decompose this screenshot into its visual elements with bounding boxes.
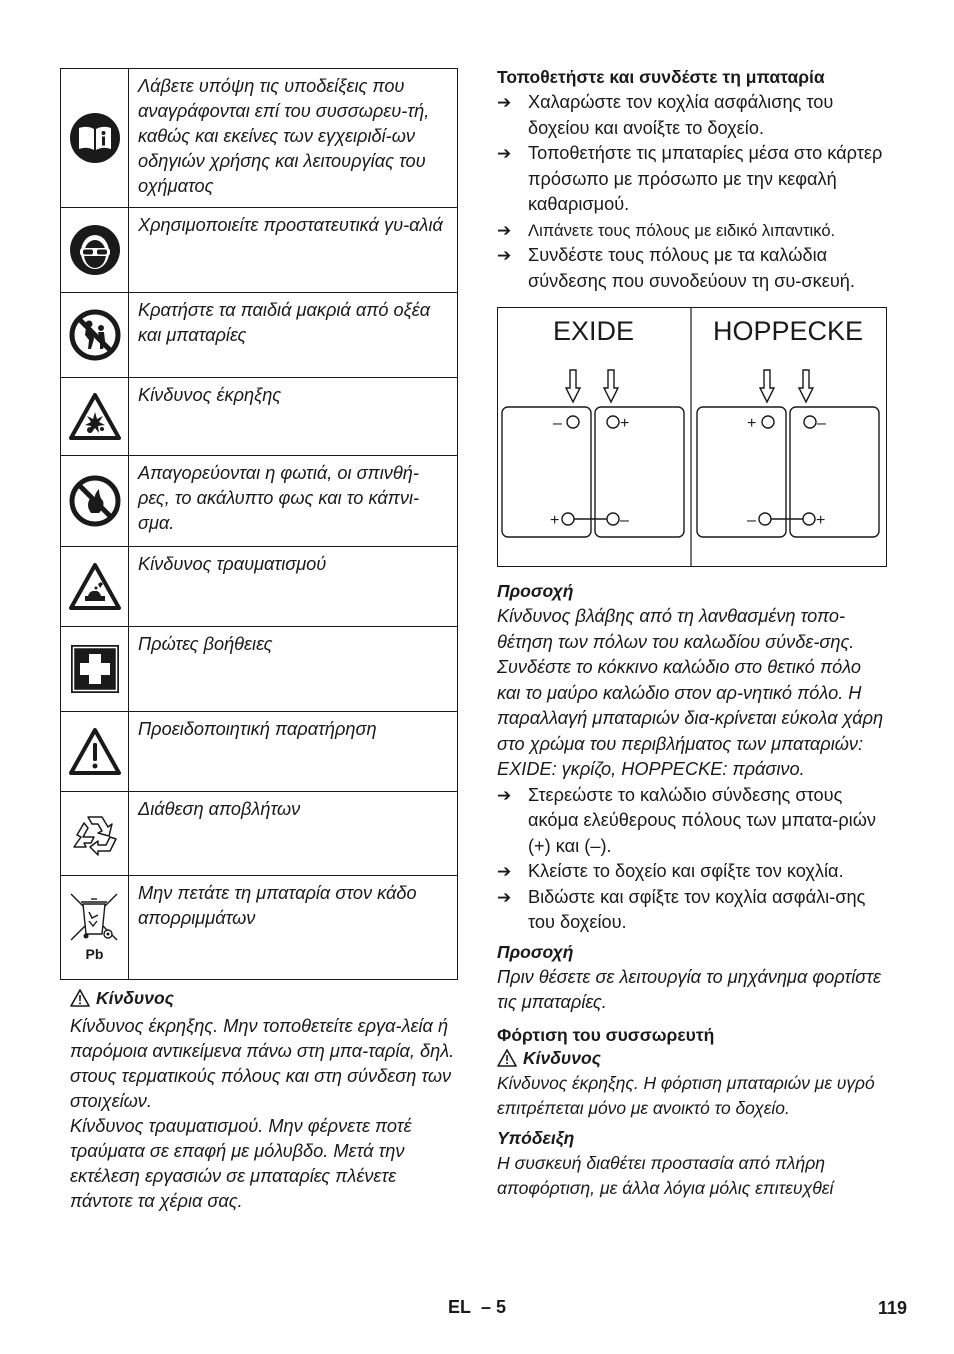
left-column — [60, 68, 458, 1214]
step — [497, 783, 889, 860]
symbol-row — [61, 547, 458, 627]
arrow-icon: ➔ — [497, 862, 512, 881]
arrow-icon: ➔ — [497, 144, 512, 163]
step — [497, 218, 889, 244]
step-text: Συνδέστε τους πόλους με τα καλώδια σύνδεσης που συνοδεύουν τη συ-σκευή. — [528, 245, 855, 291]
step-text: Χαλαρώστε τον κοχλία ασφάλισης του δοχείου και ανοίξτε το δοχείο. — [528, 92, 834, 138]
pole-plus: + — [550, 512, 560, 529]
pole-plus: + — [620, 415, 630, 432]
danger-title: Κίνδυνος — [523, 1047, 601, 1068]
right-column — [497, 66, 889, 1202]
pole-minus: – — [817, 415, 826, 432]
symbol-row — [61, 712, 458, 792]
footer-language: EL — [448, 1297, 472, 1317]
symbol-text: Μην πετάτε τη μπαταρία στον κάδο απορριμμάτων — [129, 876, 458, 980]
symbol-text: Λάβετε υπόψη τις υποδείξεις που αναγράφονται επί του συσσωρευ-τή, καθώς και εκείνες των εγχειριδί-ων οδηγιών χρήσης και λειτουργίας του οχήματος — [129, 69, 458, 208]
symbol-text: Πρώτες βοήθειες — [129, 627, 458, 712]
arrow-icon: ➔ — [497, 785, 512, 805]
symbol-row — [61, 627, 458, 712]
step — [497, 243, 889, 294]
symbol-text: Διάθεση αποβλήτων — [129, 792, 458, 876]
danger-heading — [497, 1046, 889, 1071]
danger-text: Κίνδυνος τραυματισμού. Μην φέρνετε ποτέ τραύματα σε επαφή με μόλυβδο. Μετά την εκτέλεση εργασιών σε μπαταρίες πλένετε πάντοτε τα χέρια σας. — [70, 1116, 412, 1211]
step — [497, 859, 889, 885]
page-number: 119 — [878, 1298, 908, 1318]
symbol-text: Κρατήστε τα παιδιά μακριά από οξέα και μπαταρίες — [129, 293, 458, 378]
step-text: Κλείστε το δοχείο και σφίξτε τον κοχλία. — [528, 861, 844, 881]
note-text: Η συσκευή διαθέτει προστασία από πλήρη αποφόρτιση, με άλλα λόγια μόλις επιτευχθεί — [497, 1152, 834, 1198]
warning-icon — [70, 989, 90, 1007]
step-text: Στερεώστε το καλώδιο σύνδεσης στους ακόμα ελεύθερους πόλους των μπατα-ριών (+) και (–). — [528, 784, 877, 856]
arrow-icon: ➔ — [497, 93, 512, 112]
caution-heading: Προσοχή — [497, 941, 574, 962]
danger-title: Κίνδυνος — [96, 988, 174, 1008]
step-text: Βιδώστε και σφίξτε τον κοχλία ασφάλι-σης του δοχείου. — [528, 886, 866, 932]
danger-heading — [60, 986, 458, 1010]
battery-connection-diagram — [497, 307, 887, 567]
symbol-row — [61, 876, 458, 980]
crossed-bin-icon — [61, 876, 129, 980]
symbol-row — [61, 69, 458, 208]
caution-heading: Προσοχή — [497, 581, 574, 601]
symbol-text: Κίνδυνος έκρηξης — [129, 378, 458, 456]
symbol-text: Κίνδυνος τραυματισμού — [129, 547, 458, 627]
caution-text: Κίνδυνος βλάβης από τη λανθασμένη τοπο-θέτηση των πόλων του καλωδίου σύνδε-σης. Συνδέστε το κόκκινο καλώδιο στο θετικό πόλο και το μαύρο καλώδιο στον αρ-νητικό πόλο. Η παραλλαγή μπαταριών δια-κρίνεται εύκολα χάρη στο χρώμα του περιβλήματος των μπαταριών: EXIDE: γκρίζο, HOPPECKE: πράσινο. — [497, 606, 884, 779]
footer-section: – 5 — [481, 1297, 507, 1317]
pole-minus: – — [747, 512, 756, 529]
first-aid-icon — [61, 627, 129, 712]
symbol-text: Χρησιμοποιείτε προστατευτικά γυ-αλιά — [129, 208, 458, 293]
pole-plus: + — [747, 415, 757, 432]
note-heading: Υπόδειξη — [497, 1127, 575, 1148]
symbol-row — [61, 208, 458, 293]
warning-icon — [497, 1049, 517, 1067]
corrosive-warning-icon — [61, 547, 129, 627]
brand-hoppecke: HOPPECKE — [713, 316, 864, 346]
step-text: Λιπάνετε τους πόλους με ειδικό λιπαντικό. — [528, 220, 836, 240]
arrow-icon: ➔ — [497, 246, 512, 265]
brand-exide: EXIDE — [553, 316, 635, 346]
explosion-warning-icon — [61, 378, 129, 456]
pole-minus: – — [553, 415, 562, 432]
step — [497, 90, 889, 141]
keep-children-away-icon — [61, 293, 129, 378]
pole-plus: + — [816, 512, 826, 529]
symbol-row — [61, 792, 458, 876]
general-warning-icon — [61, 712, 129, 792]
arrow-icon: ➔ — [497, 887, 512, 907]
symbol-text: Απαγορεύονται η φωτιά, οι σπινθή-ρες, το ακάλυπτο φως και το κάπνι-σμα. — [129, 456, 458, 547]
danger-text: Κίνδυνος έκρηξης. Μην τοποθετείτε εργα-λεία ή παρόμοια αντικείμενα πάνω στη μπα-ταρία, δηλ. στους τερματικούς πόλους και στη σύνδεση των στοιχείων. — [70, 1016, 455, 1111]
section-heading: Τοποθετήστε και συνδέστε τη μπαταρία — [497, 67, 825, 87]
section-heading: Φόρτιση του συσσωρευτή — [497, 1024, 715, 1045]
read-manual-icon — [61, 69, 129, 208]
symbol-row — [61, 456, 458, 547]
no-fire-icon — [61, 456, 129, 547]
recycling-icon — [61, 792, 129, 876]
step — [497, 885, 889, 936]
symbol-row — [61, 293, 458, 378]
symbol-row — [61, 378, 458, 456]
symbol-table — [60, 68, 458, 980]
pole-minus: – — [620, 512, 629, 529]
arrow-icon: ➔ — [497, 220, 512, 240]
danger-text: Κίνδυνος έκρηξης. Η φόρτιση μπαταριών με υγρό επιτρέπεται μόνο με ανοικτό το δοχείο. — [497, 1072, 875, 1118]
bin-label: Pb — [85, 945, 104, 962]
caution-text: Πριν θέσετε σε λειτουργία το μηχάνημα φορτίστε τις μπαταρίες. — [497, 966, 882, 1012]
safety-goggles-icon — [61, 208, 129, 293]
step-text: Τοποθετήστε τις μπαταρίες μέσα στο κάρτερ πρόσωπο με πρόσωπο με την κεφαλή καθαρισμού. — [528, 143, 883, 214]
step — [497, 141, 889, 218]
symbol-text: Προειδοποιητική παρατήρηση — [129, 712, 458, 792]
